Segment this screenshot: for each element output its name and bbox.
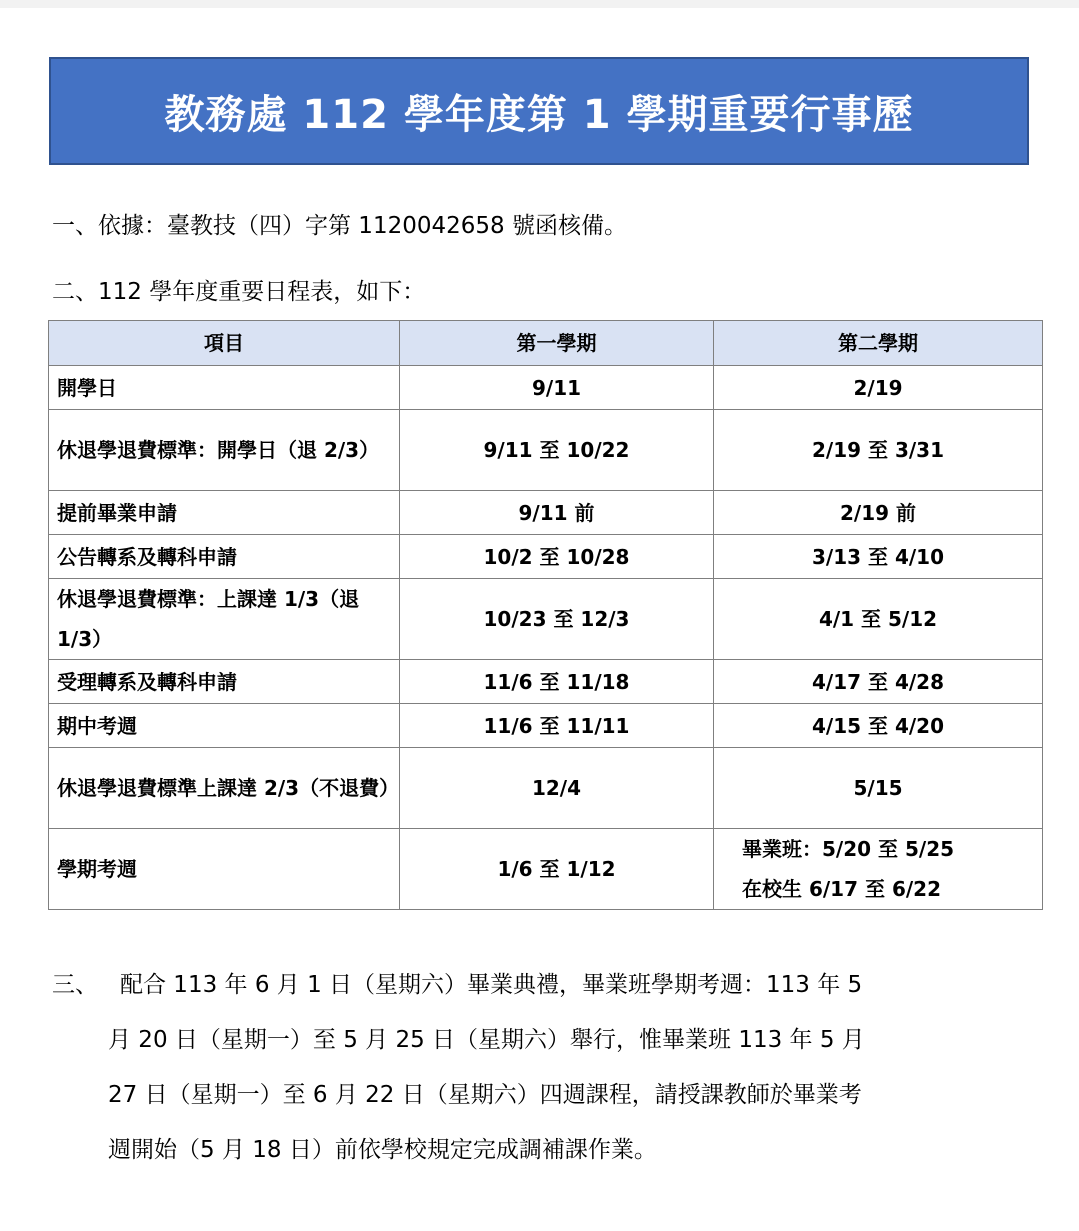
note-line: 配合 113 年 6 月 1 日（星期六）畢業典禮，畢業班學期考週：113 年 5: [120, 972, 863, 998]
term2-line: 畢業班：5/20 至 5/25: [742, 837, 955, 861]
row-term1-cell: 10/2 至 10/28: [400, 535, 714, 579]
table-row: [49, 829, 1043, 910]
row-term1-cell: 9/11 至 10/22: [400, 410, 714, 491]
row-term1-cell: 11/6 至 11/11: [400, 704, 714, 748]
table-row: [49, 535, 1043, 579]
top-bar: [0, 0, 1079, 8]
row-item-cell: 受理轉系及轉科申請: [49, 660, 400, 704]
table-header-row: [49, 321, 1043, 366]
row-term1-cell: 9/11: [400, 366, 714, 410]
row-item-cell: 開學日: [49, 366, 400, 410]
basis-paragraph: 一、依據：臺教技（四）字第 1120042658 號函核備。: [52, 213, 627, 239]
table-row: [49, 579, 1043, 660]
table-row: [49, 748, 1043, 829]
row-term1-cell: 9/11 前: [400, 491, 714, 535]
row-term2-cell: 4/15 至 4/20: [714, 704, 1043, 748]
table-row: [49, 491, 1043, 535]
row-term1-cell: 12/4: [400, 748, 714, 829]
page-title: 教務處 112 學年度第 1 學期重要行事歷: [164, 91, 914, 138]
note-line: 月 20 日（星期一）至 5 月 25 日（星期六）舉行，惟畢業班 113 年 5 月: [108, 1027, 865, 1053]
row-term2-cell: 2/19: [714, 366, 1043, 410]
schedule-table: [48, 320, 1043, 910]
row-term2-cell: 4/17 至 4/28: [714, 660, 1043, 704]
row-item-cell: 期中考週: [49, 704, 400, 748]
graduation-note: [52, 958, 1037, 1178]
row-item-cell: 休退學退費標準上課達 2/3（不退費）: [49, 748, 400, 829]
term2-line: 在校生 6/17 至 6/22: [742, 877, 941, 901]
row-item-cell: 公告轉系及轉科申請: [49, 535, 400, 579]
header-term1: 第一學期: [400, 321, 714, 366]
note-number: 三、: [52, 972, 98, 998]
row-term2-cell: [714, 829, 1043, 910]
title-banner: [49, 57, 1029, 165]
note-line: 週開始（5 月 18 日）前依學校規定完成調補課作業。: [108, 1137, 657, 1163]
table-row: [49, 410, 1043, 491]
row-term2-cell: 2/19 前: [714, 491, 1043, 535]
header-item: 項目: [49, 321, 400, 366]
row-term2-cell: 2/19 至 3/31: [714, 410, 1043, 491]
row-item-cell: 提前畢業申請: [49, 491, 400, 535]
row-item-cell: 學期考週: [49, 829, 400, 910]
row-term2-cell: 3/13 至 4/10: [714, 535, 1043, 579]
row-item-cell: 休退學退費標準：上課達 1/3（退 1/3）: [49, 579, 400, 660]
row-term2-cell: 4/1 至 5/12: [714, 579, 1043, 660]
row-term1-cell: 11/6 至 11/18: [400, 660, 714, 704]
schedule-intro-paragraph: 二、112 學年度重要日程表，如下：: [52, 279, 426, 305]
row-item-cell: 休退學退費標準：開學日（退 2/3）: [49, 410, 400, 491]
row-term1-cell: 1/6 至 1/12: [400, 829, 714, 910]
table-row: [49, 704, 1043, 748]
table-row: [49, 660, 1043, 704]
header-term2: 第二學期: [714, 321, 1043, 366]
note-line: 27 日（星期一）至 6 月 22 日（星期六）四週課程，請授課教師於畢業考: [108, 1082, 862, 1108]
row-term2-cell: 5/15: [714, 748, 1043, 829]
row-term1-cell: 10/23 至 12/3: [400, 579, 714, 660]
table-row: [49, 366, 1043, 410]
